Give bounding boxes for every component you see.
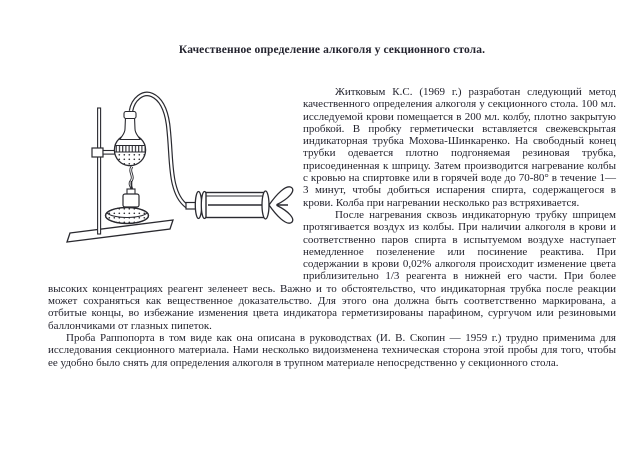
round-bottom-flask-icon xyxy=(112,112,148,166)
apparatus-figure xyxy=(48,86,295,280)
spirit-lamp-icon xyxy=(106,167,149,224)
syringe-icon xyxy=(186,187,293,223)
paragraph-rappoport-test: Проба Раппопорта в том виде как она описана в руководствах (И. В. Скопин — 1959 г.) трудно применима для исследования секционного материала. Нами несколько видоизменена техническая сторона этой пробы для того, чтобы ее удобно было снять для определения алкоголя в трупном материале непосредственно у секционного стола. xyxy=(48,331,616,369)
page-title: Качественное определение алкоголя у секционного стола. xyxy=(178,44,486,56)
paragraph-method-description: Житковым К.С. (1969 г.) разработан следующий метод качественного определения алкоголя у секционного стола. 100 мл. исследуемой крови помещается в 200 мл. колбу, плотно закрытую пробкой. В пробку герметически вставляется свежевскрытая индикаторная трубка Мохова-Шинкаренко. На свободный конец трубки одевается плотно подгоняемая резиновая трубка, присоединенная к шприцу. Затем производится нагревание колбы с кровью на спиртовке или в горячей воде до 70-80° в течение 1—3 минут, чтобы добиться испарения спирта, содержащегося в крови. Колба при нагревании несколько раз встряхивается. xyxy=(303,86,616,209)
apparatus-illustration-icon xyxy=(48,86,295,280)
paragraph-reaction-results: После нагревания сквозь индикаторную трубку шприцем протягивается воздух из колбы. При наличии алкоголя в крови и соответственно паров спирта в испытуемом воздухе наступает немедленное позеленение или посинение реактива. При содержании в крови 0,02% алкоголя происходит изменение цвета приблизительно 1/3 реагента в нижней его части. При более высоких концентрациях реагент зеленеет весь. Важно и то обстоятельство, что индикаторная трубка после реакции может сохраняться как вещественное доказательство. Для этого она должна быть соответственно маркирована, а отбитые концы, во избежание изменения цвета индикатора герметизированы парафином, сургучом или резиновыми баллончиками от глазных пипеток. xyxy=(48,208,616,332)
